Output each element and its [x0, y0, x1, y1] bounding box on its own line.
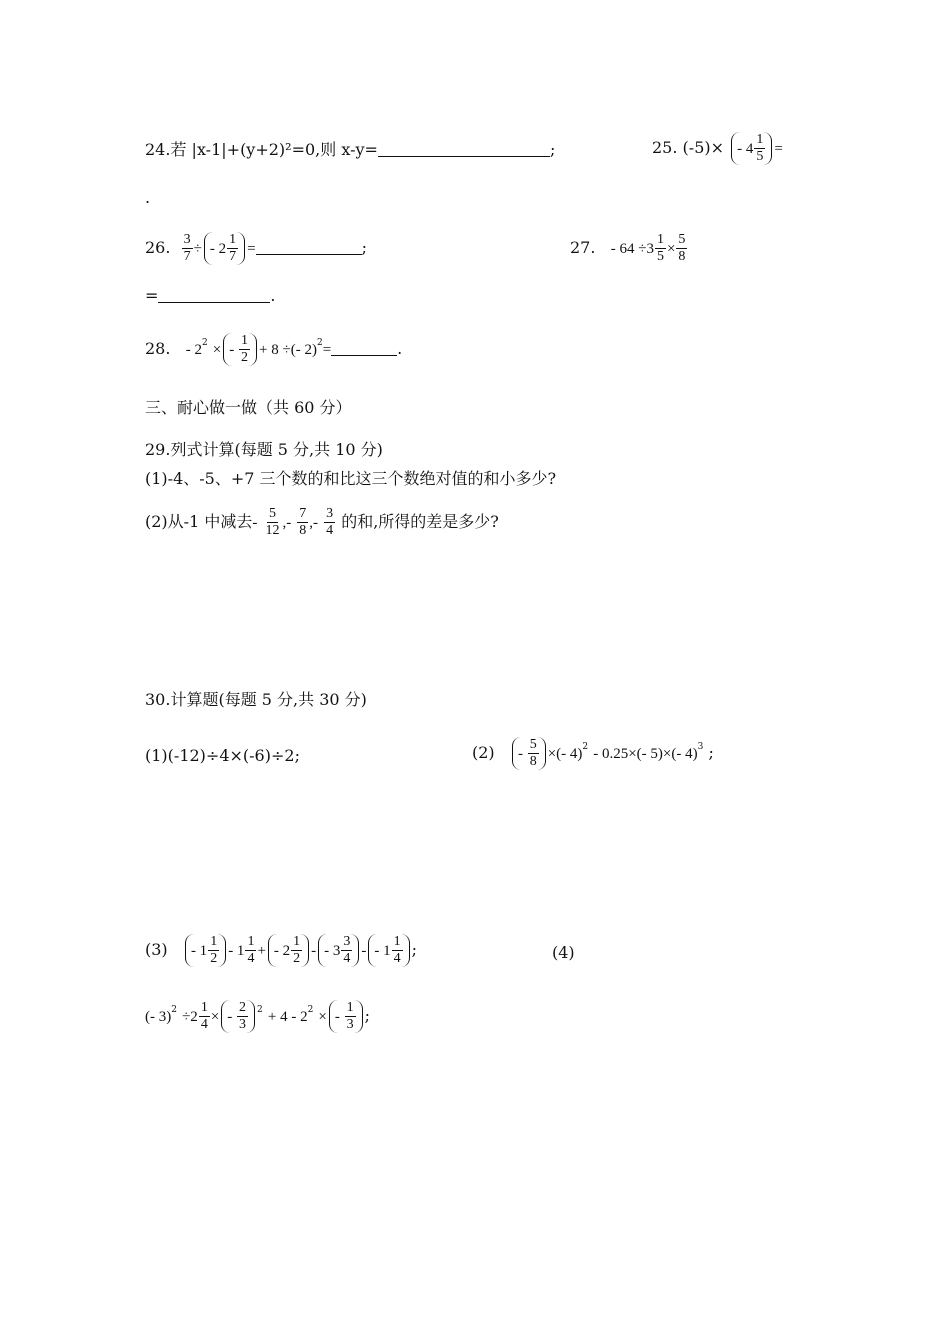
q28-neg: - [229, 341, 235, 358]
q28-op1: × [212, 342, 222, 358]
q25-whole: - 4 [737, 140, 754, 157]
question-28 [145, 333, 402, 366]
q27-eq: = [145, 286, 159, 305]
question-25 [652, 132, 783, 165]
q28-end: . [397, 339, 403, 358]
q30-p4-d: + 4 - 2 [267, 1009, 308, 1025]
q26-whole: - 2 [209, 240, 227, 257]
q27-end: . [270, 286, 276, 305]
q30-p3-frac-4: $\frac{3}{4}$ [343, 934, 351, 966]
q25-label: 25. [652, 138, 678, 157]
question-27 [570, 232, 688, 265]
q30-p3-term-5: - 1 $\frac{1}{4}$ [368, 934, 409, 967]
q27-continuation [145, 286, 276, 306]
q30-part-3: (3) - 1 $\frac{1}{2}$ - 1 $\frac{1}{4}$ + - 2 $\frac{1}{2}$ - - 3 $\frac{3}{4}$ - - 1 $\frac{1}{4}$ ; [145, 934, 418, 966]
q29-p2-pre: (2)从-1 中减去 [145, 512, 253, 531]
q29-f1-neg: - [252, 515, 258, 531]
q24-end: ; [549, 140, 556, 159]
q24-expression: |x-1|+(y+2)²=0,则 x-y= [191, 140, 378, 159]
q28-exp1: 2 [201, 338, 208, 348]
q25-fraction: $\frac{1}{5}$ [756, 132, 764, 164]
q30-p4-a: (- 3) [145, 1009, 172, 1025]
q29-p2-post: 的和,所得的差是多少? [341, 512, 499, 531]
q30-p4-paren-1: - $\frac{2}{3}$ [221, 1000, 255, 1033]
q30-p4-paren-2: - $\frac{1}{3}$ [329, 1000, 363, 1033]
q25-trailing: . [145, 188, 151, 207]
q30-p3-frac-3: $\frac{1}{2}$ [293, 934, 301, 966]
q28-prefix: - 2 [185, 342, 202, 358]
q30-p3-term-4: - 3 $\frac{3}{4}$ [318, 934, 359, 967]
q25-prefix: (-5)× [682, 138, 725, 157]
q28-eq: = [322, 342, 332, 358]
q27-label: 27. [570, 238, 596, 257]
q30-part-1: (1)(-12)÷4×(-6)÷2; [145, 746, 300, 765]
q26-paren [204, 232, 245, 265]
q26-answer-blank [256, 238, 362, 255]
q30-p3-frac-2: $\frac{1}{4}$ [247, 934, 255, 966]
q30-p4-frac-2: $\frac{2}{3}$ [239, 1000, 247, 1032]
q30-p4-label: (4) [552, 943, 575, 962]
q30-p2-a: ×(- 4) [547, 746, 583, 762]
q30-title: 30.计算题(每题 5 分,共 30 分) [145, 690, 367, 709]
q27-op: × [666, 241, 676, 257]
q29-sep2: ,- [309, 515, 319, 531]
q24-answer-blank [378, 140, 550, 157]
q28-mid: + 8 ÷(- 2) [259, 342, 317, 358]
q30-part-2: (2) - $\frac{5}{8}$ ×(- 4)$^2$ - 0.25×(- 5)×(- 4)$^3$ ; [472, 737, 714, 769]
q30-p3-frac-5: $\frac{1}{4}$ [393, 934, 401, 966]
q28-label: 28. [145, 339, 171, 358]
question-26 [145, 232, 367, 265]
q28-paren [223, 333, 257, 366]
q25-eq: = [774, 141, 783, 157]
q28-exp2: 2 [316, 338, 323, 348]
q29-fraction-3: $\frac{3}{4}$ [326, 506, 334, 538]
q30-p3-term-3: - 2 $\frac{1}{2}$ [268, 934, 309, 967]
q25-paren [731, 132, 772, 165]
q26-fraction-1: $\frac{3}{7}$ [183, 232, 191, 264]
q27-prefix: - 64 ÷3 [610, 241, 654, 257]
q30-p2-b: - 0.25×(- 5)×(- 4) [593, 746, 698, 762]
q30-p4-b: ÷2 [182, 1009, 198, 1025]
q27-fraction-1: $\frac{1}{5}$ [656, 232, 664, 264]
q27-answer-blank [158, 286, 270, 303]
q29-part-1: (1)-4、-5、+7 三个数的和比这三个数绝对值的和小多少? [145, 469, 557, 488]
q30-p3-term-1: - 1 $\frac{1}{2}$ [185, 934, 226, 967]
q30-part-4: (- 3)$^2$ ÷2 $\frac{1}{4}$ × - $\frac{2}{3}$ $^2 + 4 - 2^2$ × - $\frac{1}{3}$ ; [145, 1000, 371, 1032]
q28-answer-blank [331, 339, 397, 356]
q30-p3-frac-1: $\frac{1}{2}$ [210, 934, 218, 966]
q30-p2-fraction: $\frac{5}{8}$ [529, 737, 537, 769]
q30-p3-label: (3) [145, 940, 168, 959]
q30-p2-paren: - $\frac{5}{8}$ [512, 737, 546, 770]
q28-fraction: $\frac{1}{2}$ [241, 333, 249, 365]
q29-title: 29.列式计算(每题 5 分,共 10 分) [145, 440, 383, 459]
q26-op: ÷ [193, 241, 202, 257]
q29-fraction-2: $\frac{7}{8}$ [299, 506, 307, 538]
q24-label: 24.若 [145, 140, 187, 159]
q29-part-2 [145, 506, 499, 539]
q29-sep1: ,- [282, 515, 292, 531]
q26-fraction-2: $\frac{1}{7}$ [229, 232, 237, 264]
q26-end: ; [361, 238, 367, 257]
question-24 [145, 140, 555, 160]
q27-fraction-2: $\frac{5}{8}$ [678, 232, 686, 264]
q26-eq: = [247, 241, 256, 257]
q29-fraction-1: $\frac{5}{12}$ [265, 506, 280, 538]
q30-p4-frac-1: $\frac{1}{4}$ [200, 1000, 208, 1032]
q26-label: 26. [145, 238, 171, 257]
q30-p2-label: (2) [472, 743, 495, 762]
section-3-title: 三、耐心做一做（共 60 分） [145, 398, 352, 417]
q30-p4-frac-3: $\frac{1}{3}$ [346, 1000, 354, 1032]
